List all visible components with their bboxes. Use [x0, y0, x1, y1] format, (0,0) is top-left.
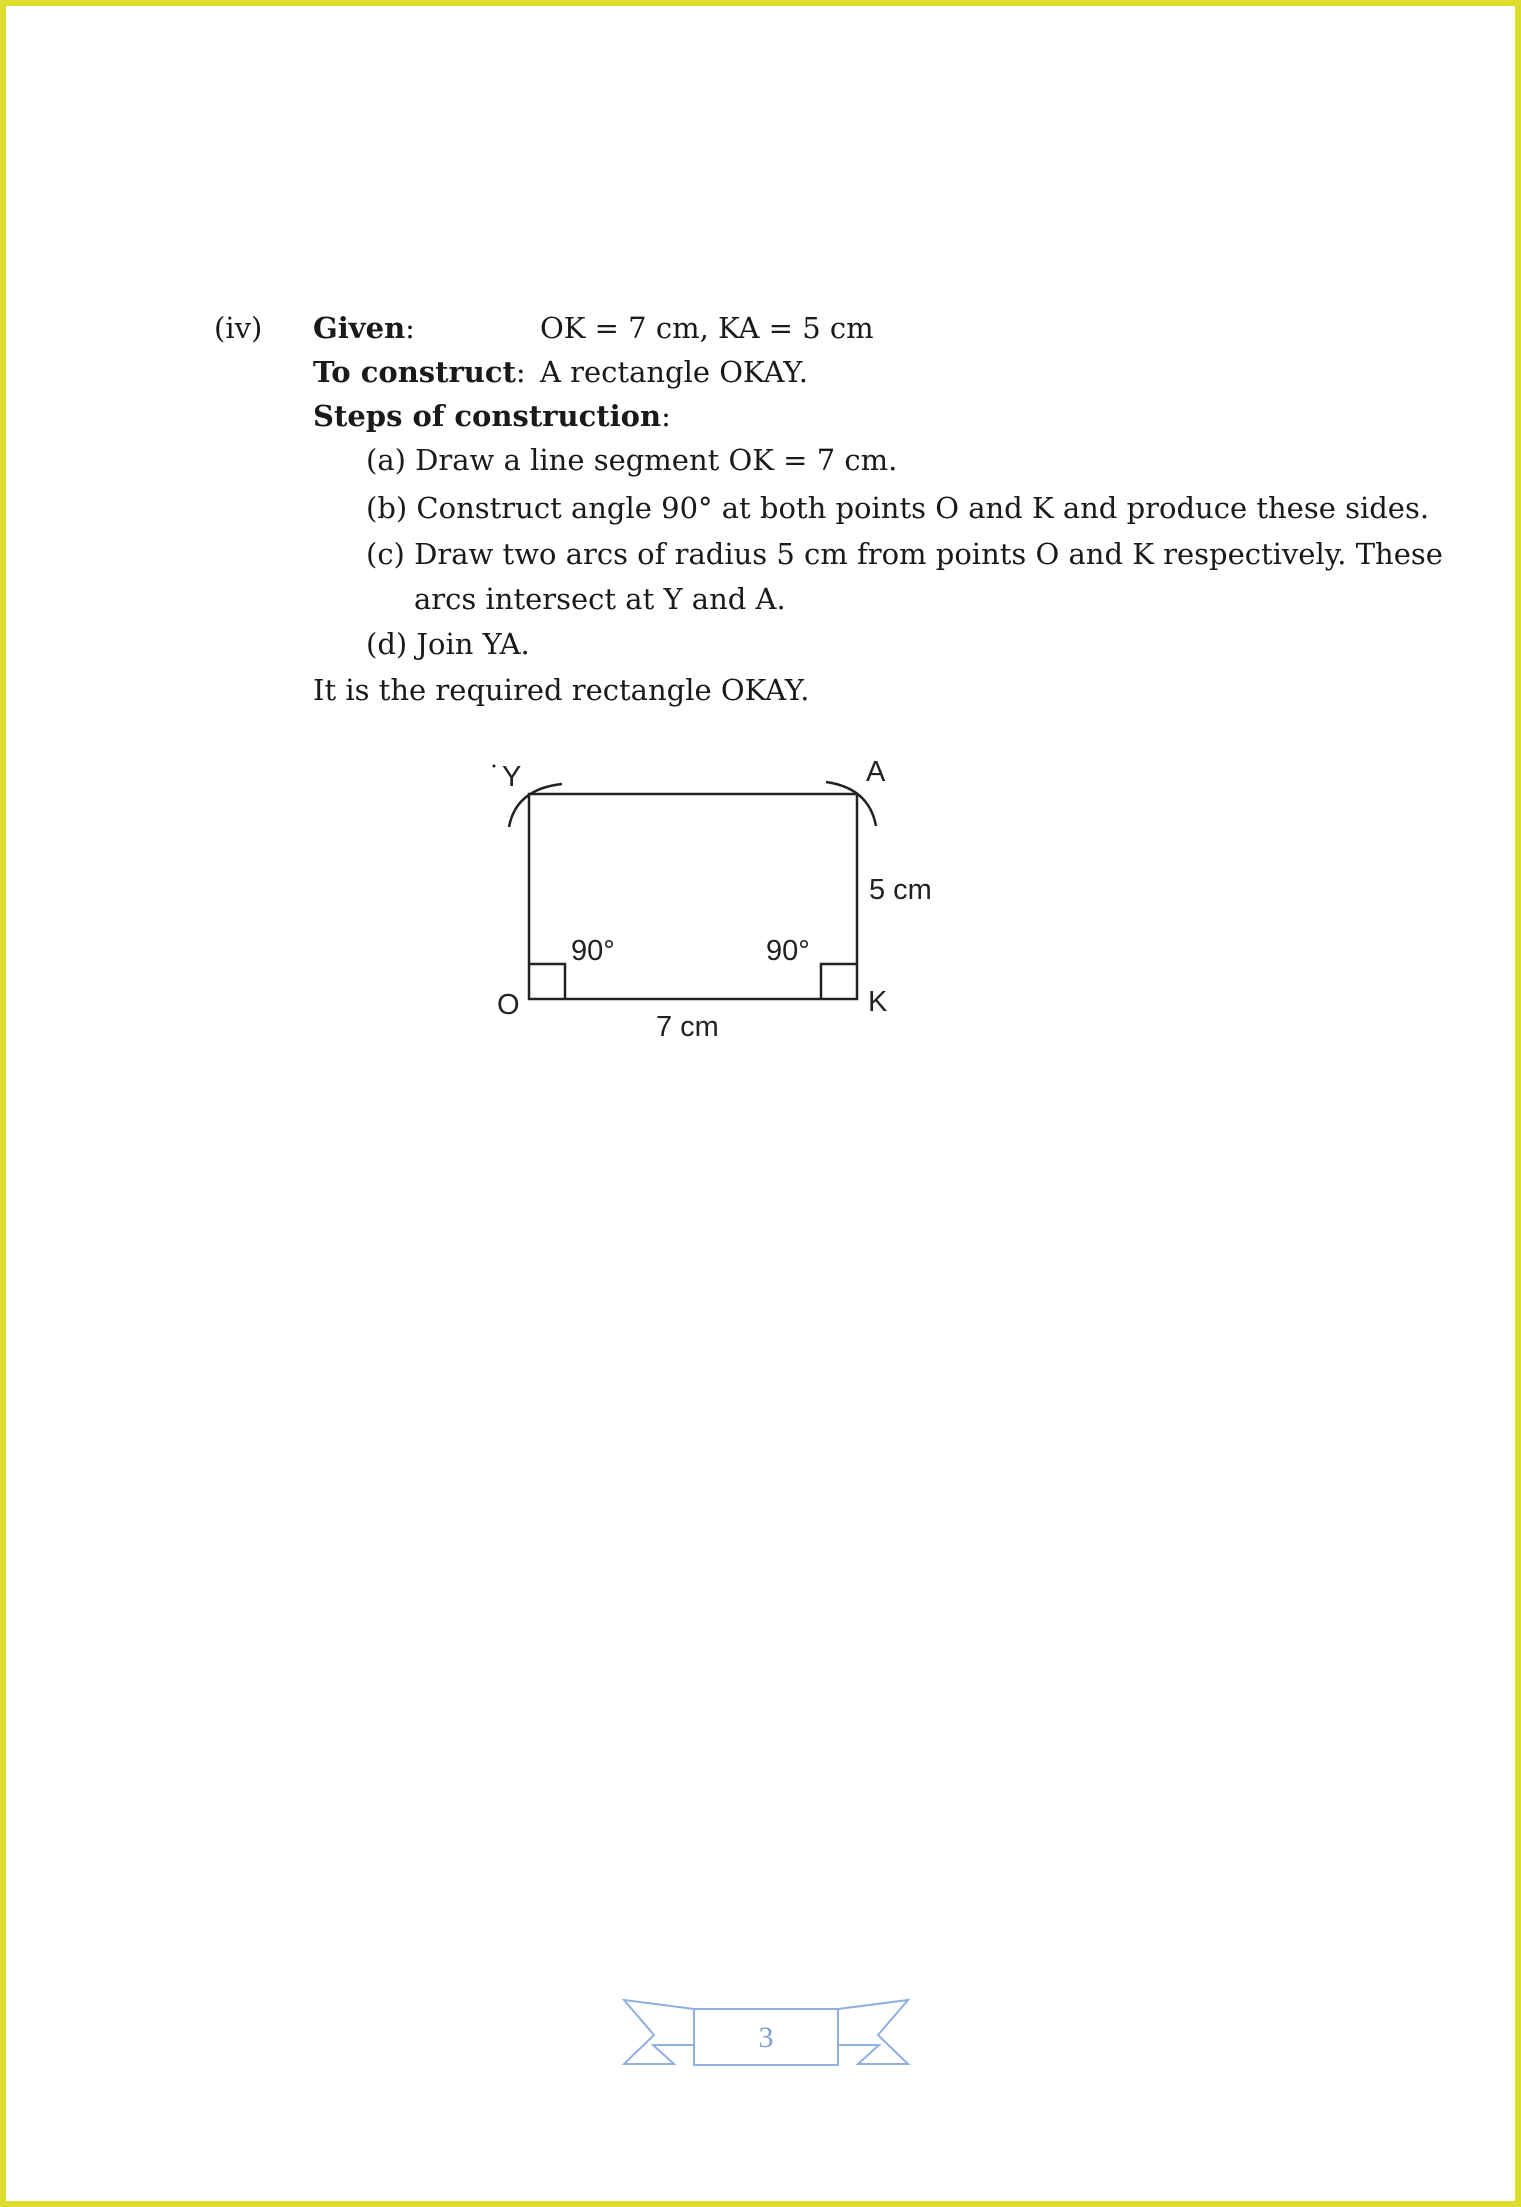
- angle-label-o: 90°: [571, 935, 615, 967]
- rectangle-okay: [529, 794, 857, 999]
- steps-label: Steps of construction: [313, 399, 662, 433]
- page-content: [6, 6, 1515, 2201]
- step-a: [366, 442, 897, 478]
- side-label-ka: 5 cm: [869, 874, 932, 906]
- ribbon-right-tail-icon: [838, 2000, 908, 2064]
- rectangle-okay-figure: [476, 746, 996, 1066]
- given-colon: :: [405, 311, 415, 345]
- step-d-text: Join YA.: [416, 627, 530, 661]
- stray-dot: [493, 765, 496, 768]
- step-b-text: Construct angle 90° at both points O and K and produce these sides.: [416, 491, 1430, 525]
- page-number-ribbon: [616, 1991, 916, 2081]
- step-d: [366, 626, 530, 662]
- step-c-label: (c): [366, 537, 405, 571]
- steps-heading: [313, 398, 671, 434]
- step-a-text: Draw a line segment OK = 7 cm.: [415, 443, 898, 477]
- construct-value: A rectangle OKAY.: [540, 355, 808, 389]
- given-label: Given: [313, 311, 406, 345]
- vertex-label-y: Y: [502, 761, 522, 793]
- vertex-label-a: A: [866, 756, 886, 788]
- side-label-ok: 7 cm: [656, 1011, 719, 1043]
- step-d-label: (d): [366, 627, 408, 661]
- given-row: [313, 310, 415, 346]
- conclusion: It is the required rectangle OKAY.: [313, 673, 810, 707]
- given-value: OK = 7 cm, KA = 5 cm: [540, 311, 874, 345]
- construct-row: [313, 354, 526, 390]
- step-c-text: Draw two arcs of radius 5 cm from points O and K respectively. These: [414, 537, 1443, 571]
- step-b: [366, 490, 1429, 526]
- step-a-label: (a): [366, 443, 406, 477]
- right-angle-mark-k: [821, 964, 857, 999]
- steps-colon: :: [661, 399, 671, 433]
- vertex-label-o: O: [497, 989, 520, 1021]
- item-number: (iv): [214, 311, 263, 345]
- angle-label-k: 90°: [766, 935, 810, 967]
- ribbon-left-tail-icon: [624, 2000, 694, 2064]
- arc-at-a: [826, 782, 876, 826]
- step-c-continuation: arcs intersect at Y and A.: [414, 582, 786, 616]
- construct-label: To construct: [313, 355, 516, 389]
- vertex-label-k: K: [868, 986, 888, 1018]
- page-number: 3: [758, 2021, 774, 2054]
- page-footer: [616, 1991, 916, 2081]
- step-b-label: (b): [366, 491, 408, 525]
- right-angle-mark-o: [529, 964, 565, 999]
- construct-colon: :: [515, 355, 526, 389]
- rectangle-diagram: [476, 746, 996, 1066]
- step-c: [366, 536, 1443, 572]
